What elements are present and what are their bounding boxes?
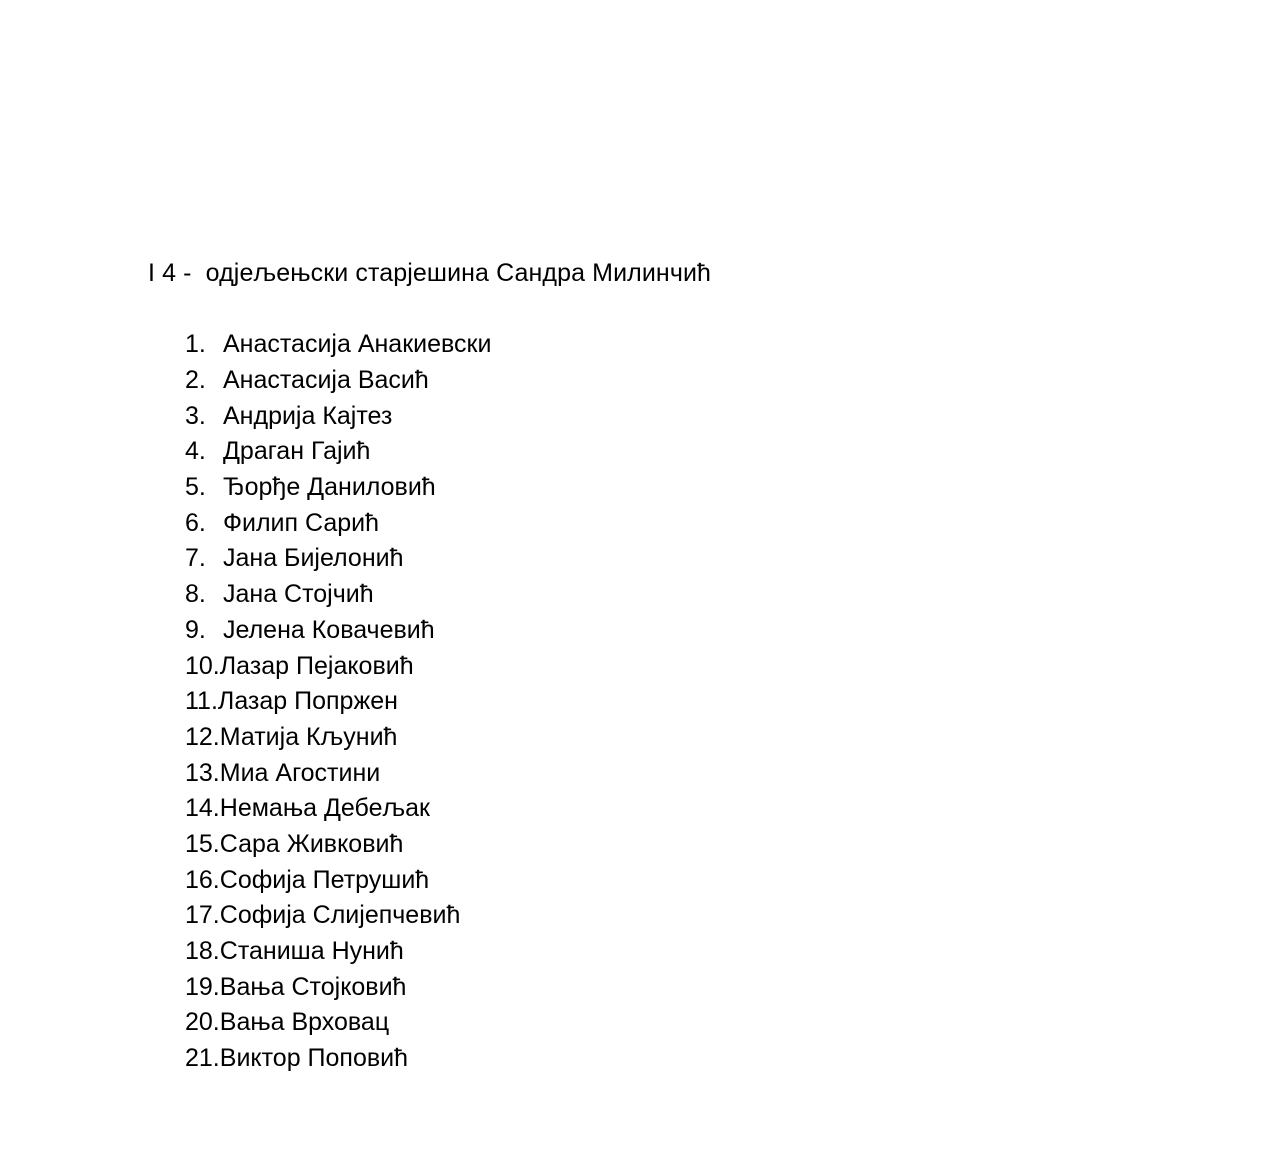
list-item [185,791,491,827]
list-item-number: 5. [185,473,206,502]
list-item [185,505,491,541]
student-name: Ђорђе Даниловић [223,473,436,502]
student-name: Лазар Попржен [217,687,398,716]
list-item-number: 3. [185,401,206,430]
list-item [185,827,491,863]
student-name: Миа Агостини [219,758,381,787]
student-name: Вања Стојковић [219,972,407,1001]
list-item [185,1041,491,1077]
student-name: Сара Живковић [219,829,404,858]
list-item-number: 8. [185,580,206,609]
list-item [185,577,491,613]
student-name: Филип Сарић [223,508,380,537]
list-item-number: 20. [185,1008,220,1037]
list-item-number: 4. [185,437,206,466]
list-item [185,363,491,399]
student-name: Вања Врховац [219,1008,390,1037]
list-item-number: 19. [185,972,220,1001]
student-name: Софија Петрушић [219,865,430,894]
list-item [185,398,491,434]
list-item [185,470,491,506]
list-item [185,434,491,470]
student-name: Софија Слијепчевић [219,901,461,930]
list-item [185,898,491,934]
list-item [185,862,491,898]
student-name: Анастасија Васић [223,366,429,395]
student-name: Андрија Кајтез [223,401,393,430]
list-item-number: 6. [185,508,206,537]
class-heading: I 4 - одјељењски старјешина Сандра Милинчић [148,259,712,287]
list-item [185,541,491,577]
list-item-number: 14. [185,794,220,823]
list-item-number: 1. [185,330,206,359]
student-name: Анастасија Анакиевски [223,330,492,359]
list-item-number: 13. [185,758,220,787]
list-item [185,755,491,791]
list-item-number: 11. [185,687,218,716]
list-item [185,969,491,1005]
student-name: Лазар Пејаковић [219,651,414,680]
student-name: Виктор Поповић [219,1044,409,1073]
list-item-number: 9. [185,615,206,644]
list-item [185,934,491,970]
student-name: Станиша Нунић [219,937,404,966]
list-item-number: 10. [185,651,220,680]
student-name: Јана Стојчић [223,580,374,609]
list-item [185,720,491,756]
list-item-number: 2. [185,366,206,395]
student-list [185,327,491,1076]
student-name: Драган Гајић [223,437,371,466]
list-item-number: 12. [185,722,220,751]
list-item [185,613,491,649]
list-item [185,648,491,684]
list-item-number: 15. [185,829,220,858]
list-item-number: 21. [185,1044,220,1073]
student-name: Јелена Ковачевић [223,615,435,644]
student-name: Јана Бијелонић [223,544,404,573]
student-name: Немања Дебељак [219,794,430,823]
list-item [185,684,491,720]
list-item-number: 17. [185,901,220,930]
list-item [185,327,491,363]
list-item-number: 16. [185,865,220,894]
list-item-number: 7. [185,544,206,573]
student-name: Матија Кљунић [219,722,398,751]
list-item [185,1005,491,1041]
list-item-number: 18. [185,937,220,966]
